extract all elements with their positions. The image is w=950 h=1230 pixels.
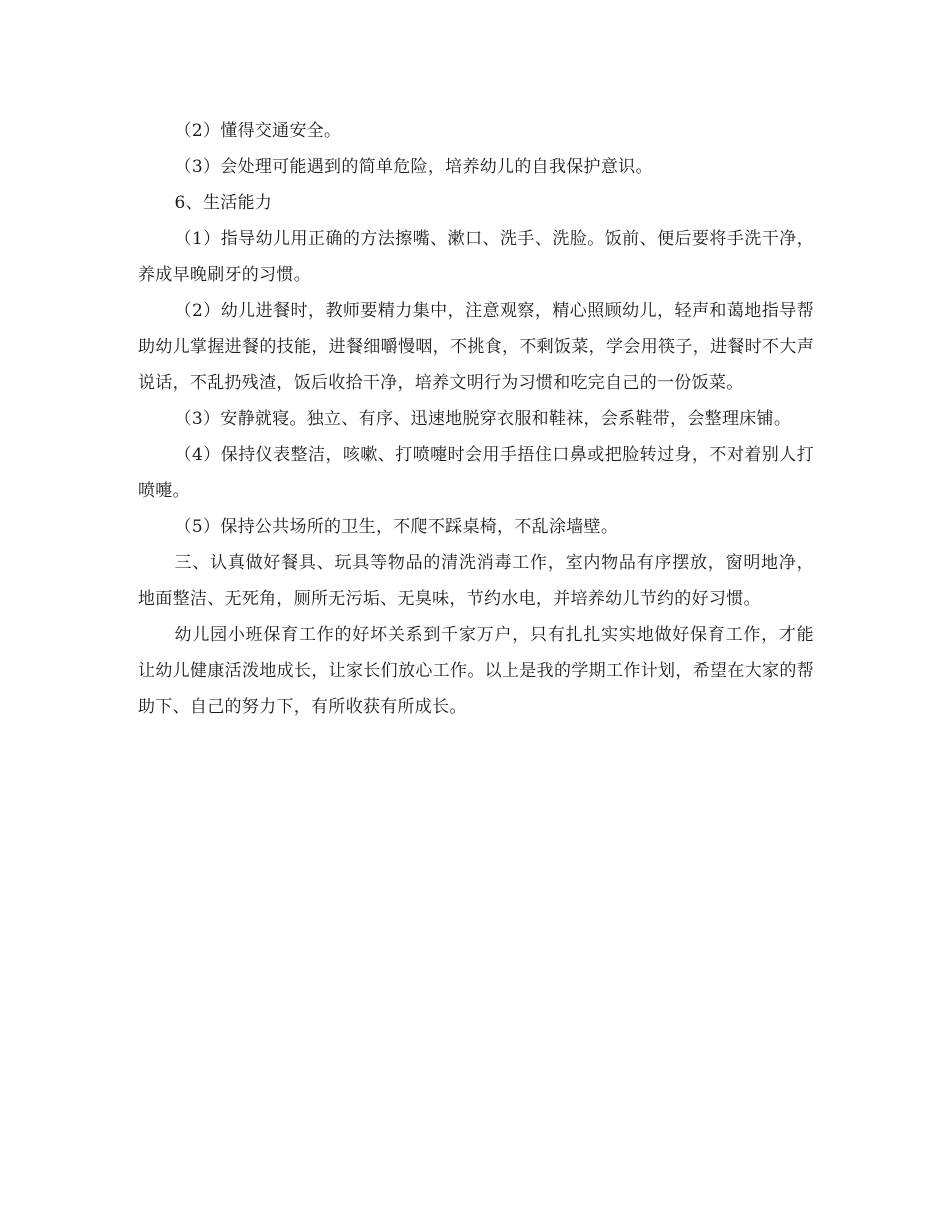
paragraph-self-protection: （3）会处理可能遇到的简单危险，培养幼儿的自我保护意识。 [174, 157, 653, 177]
paragraph-cleaning-disinfection: 三、认真做好餐具、玩具等物品的清洗消毒工作，室内物品有序摆放，窗明地净，地面整洁、无死角，厕所无污垢、无臭味，节约水电，并培养幼儿节约的好习惯。 [138, 553, 814, 609]
paragraph-hygiene: （1）指导幼儿用正确的方法擦嘴、漱口、洗手、洗脸。饭前、便后要将手洗干净，养成早晚刷牙的习惯。 [138, 229, 814, 285]
paragraph-dining: （2）幼儿进餐时，教师要精力集中，注意观察，精心照顾幼儿，轻声和蔼地指导帮助幼儿掌握进餐的技能，进餐细嚼慢咽，不挑食，不剩饭菜，学会用筷子，进餐时不大声说话，不乱扔残渣，饭后收拾干净，培养文明行为习惯和吃完自己的一份饭菜。 [138, 301, 814, 393]
paragraph-appearance: （4）保持仪表整洁，咳嗽、打喷嚏时会用手捂住口鼻或把脸转过身，不对着别人打喷嚏。 [138, 445, 814, 501]
paragraph-conclusion: 幼儿园小班保育工作的好坏关系到千家万户，只有扎扎实实地做好保育工作，才能让幼儿健康活泼地成长，让家长们放心工作。以上是我的学期工作计划，希望在大家的帮助下、自己的努力下，有所收获有所成长。 [138, 625, 814, 717]
paragraph-public-hygiene: （5）保持公共场所的卫生，不爬不踩桌椅，不乱涂墙壁。 [174, 517, 619, 537]
section-heading-life-skills: 6、生活能力 [174, 193, 273, 213]
paragraph-traffic-safety: （2）懂得交通安全。 [174, 121, 342, 141]
document-body [138, 113, 814, 725]
paragraph-sleeping: （3）安静就寝。独立、有序、迅速地脱穿衣服和鞋袜，会系鞋带，会整理床铺。 [174, 409, 792, 429]
